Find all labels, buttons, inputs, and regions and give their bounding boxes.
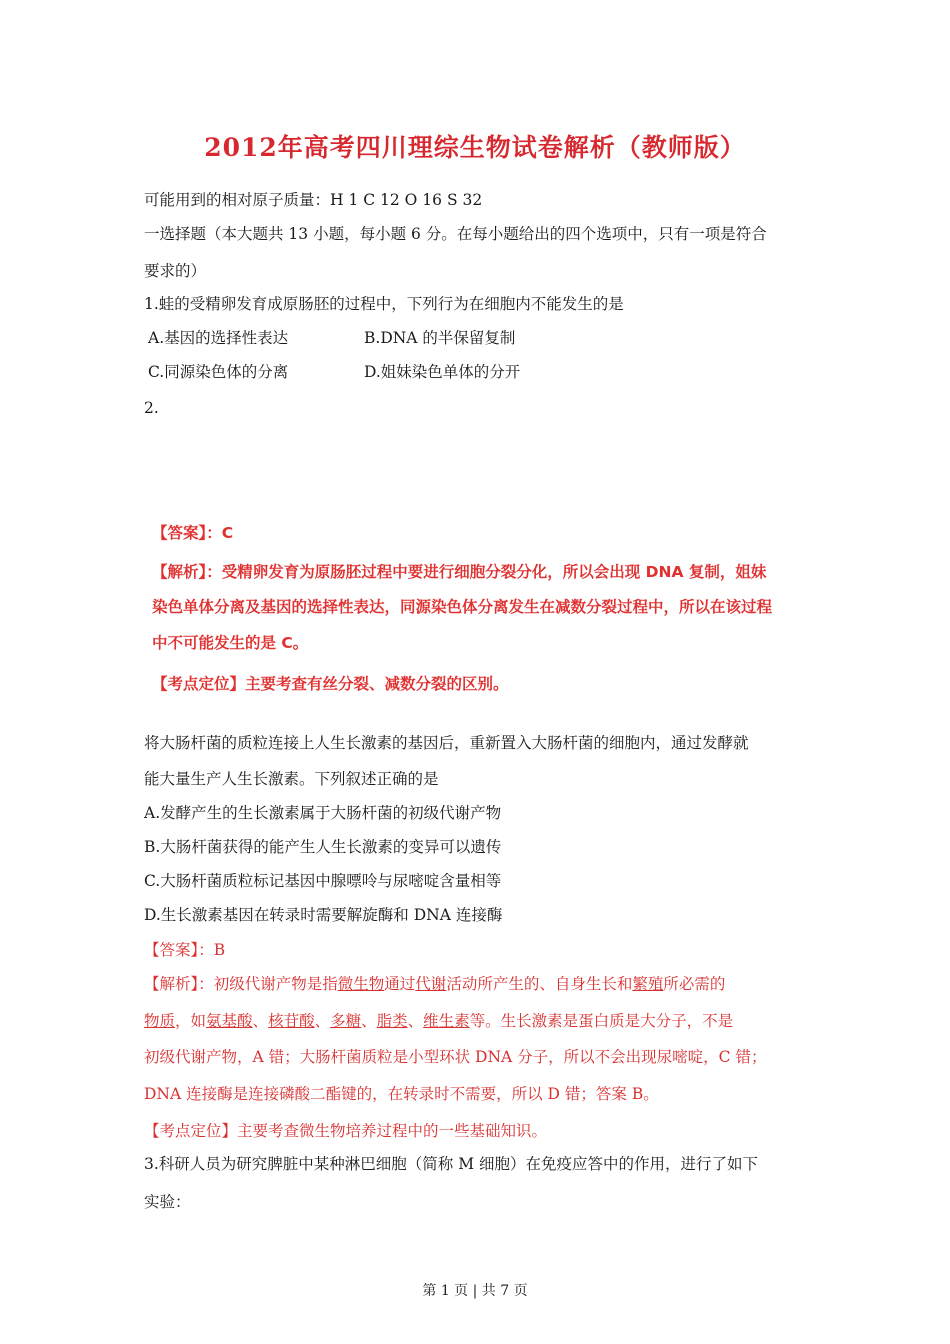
page-footer: 第 1 页 | 共 7 页 — [422, 1283, 528, 1299]
question-1-stem: 1.蛙的受精卵发育成原肠胚的过程中，下列行为在细胞内不能发生的是 — [144, 295, 624, 313]
analysis-2-text: 所必需的 — [663, 975, 726, 993]
analysis-2-text: 活动所产生的、自身生长和 — [446, 975, 633, 993]
question-2-option-c: C.大肠杆菌质粒标记基因中腺嘌呤与尿嘧啶含量相等 — [144, 872, 502, 890]
question-1-option-b: B.DNA 的半保留复制 — [364, 329, 516, 347]
answer-2: 【答案】：B — [144, 941, 226, 959]
question-2-label: 2. — [144, 399, 159, 417]
question-2-option-d: D.生长激素基因在转录时需要解旋酶和 DNA 连接酶 — [144, 906, 503, 924]
term-link[interactable]: 繁殖 — [632, 975, 664, 993]
page-title: 2012年高考四川理综生物试卷解析（教师版） — [204, 133, 746, 162]
term-link[interactable]: 微生物 — [337, 975, 385, 993]
analysis-2-line-3: 初级代谢产物，A 错；大肠杆菌质粒是小型环状 DNA 分子，所以不会出现尿嘧啶，C 错； — [144, 1048, 767, 1066]
analysis-2-text: 通过 — [384, 975, 416, 993]
term-link[interactable]: 多糖 — [330, 1012, 362, 1030]
question-3-stem-line-2: 实验： — [144, 1193, 191, 1211]
term-link[interactable]: 代谢 — [415, 975, 447, 993]
analysis-2-text: 、 — [361, 1012, 377, 1030]
section-instructions-cont: 要求的） — [144, 262, 207, 280]
analysis-2-text: ，如 — [175, 1012, 207, 1030]
exam-point-2: 【考点定位】主要考查微生物培养过程中的一些基础知识。 — [144, 1122, 548, 1140]
term-link[interactable]: 核苷酸 — [268, 1012, 315, 1030]
question-2-stem-line-2: 能大量生产人生长激素。下列叙述正确的是 — [144, 770, 439, 788]
term-link[interactable]: 氨基酸 — [206, 1012, 253, 1030]
analysis-2-text: 等。生长激素是蛋白质是大分子，不是 — [469, 1012, 734, 1030]
question-1-option-d: D.姐妹染色单体的分开 — [364, 363, 521, 381]
section-instructions: 一选择题（本大题共 13 小题，每小题 6 分。在每小题给出的四个选项中，只有一项是符合 — [144, 225, 767, 243]
analysis-2-line-2 — [144, 1011, 733, 1031]
analysis-1-line-3: 中不可能发生的是 C。 — [152, 634, 309, 652]
analysis-2-line-1 — [144, 974, 725, 994]
question-2-stem-line-1: 将大肠杆菌的质粒连接上人生长激素的基因后，重新置入大肠杆菌的细胞内，通过发酵就 — [144, 734, 749, 752]
term-link[interactable]: 物质 — [144, 1012, 176, 1030]
answer-1: 【答案】：C — [152, 524, 234, 542]
analysis-1-line-1: 【解析】：受精卵发育为原肠胚过程中要进行细胞分裂分化，所以会出现 DNA 复制，姐妹 — [152, 563, 767, 581]
analysis-2-text: 、 — [252, 1012, 269, 1030]
term-link[interactable]: 脂类 — [376, 1012, 408, 1030]
analysis-1-line-2: 染色单体分离及基因的选择性表达，同源染色体分离发生在减数分裂过程中，所以在该过程 — [152, 598, 773, 616]
analysis-2-text: 【解析】：初级代谢产物是指 — [144, 975, 338, 993]
exam-point-1: 【考点定位】主要考查有丝分裂、减数分裂的区别。 — [152, 675, 509, 693]
question-2-option-b: B.大肠杆菌获得的能产生人生长激素的变异可以遗传 — [144, 838, 502, 856]
analysis-2-text: 、 — [314, 1012, 331, 1030]
question-2-option-a: A.发酵产生的生长激素属于大肠杆菌的初级代谢产物 — [144, 804, 502, 822]
question-1-option-c: C.同源染色体的分离 — [148, 363, 289, 381]
term-link[interactable]: 维生素 — [423, 1012, 470, 1030]
question-3-stem-line-1: 3.科研人员为研究脾脏中某种淋巴细胞（简称 M 细胞）在免疫应答中的作用，进行了如下 — [144, 1155, 759, 1173]
analysis-2-text: 、 — [407, 1012, 424, 1030]
atomic-mass-line: 可能用到的相对原子质量：H 1 C 12 O 16 S 32 — [144, 191, 483, 209]
question-1-option-a: A.基因的选择性表达 — [148, 329, 289, 347]
analysis-2-line-4: DNA 连接酶是连接磷酸二酯键的，在转录时不需要，所以 D 错；答案 B。 — [144, 1085, 659, 1103]
